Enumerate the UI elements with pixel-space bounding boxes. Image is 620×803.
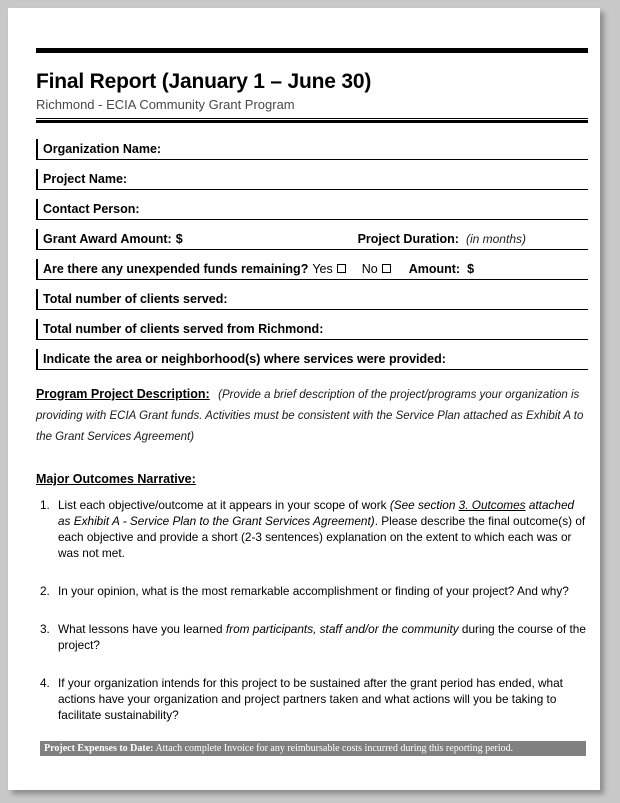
- project-duration-group: [358, 232, 588, 246]
- header-bottom-rule: [36, 118, 588, 123]
- major-outcomes-heading: Major Outcomes Narrative:: [36, 472, 196, 487]
- amount-currency: $: [467, 261, 475, 276]
- item-text: [58, 622, 588, 654]
- item-text: [58, 584, 588, 600]
- field-service-area[interactable]: [36, 349, 588, 370]
- field-label: Indicate the area or neighborhood(s) where services were provided:: [43, 351, 446, 366]
- item-text-part1: If your organization intends for this project to be sustained after the grant period has ended, what actions have your organization and project partners taken and what actions will you be taking to facilitate sustainability?: [58, 675, 563, 722]
- field-label: Total number of clients served from Richmond:: [43, 321, 324, 336]
- field-label: Contact Person:: [43, 201, 140, 216]
- item-text: [58, 498, 588, 562]
- form-fields: [36, 139, 588, 370]
- narrative-question-list: [36, 498, 588, 723]
- item-text-part1: What lessons have you learned: [58, 622, 226, 637]
- field-organization-name[interactable]: [36, 139, 588, 160]
- document-page: [8, 8, 600, 790]
- field-grant-award-amount[interactable]: [36, 229, 588, 250]
- header-rule-thick: [36, 120, 588, 123]
- yes-checkbox[interactable]: [337, 264, 346, 273]
- item-text: [58, 676, 588, 724]
- item-number: 2.: [40, 584, 50, 599]
- header-top-rule: [36, 48, 588, 53]
- item-number: 4.: [40, 675, 50, 690]
- item-text-italic-underline: 3. Outcomes: [458, 498, 526, 513]
- item-text-part1: In your opinion, what is the most remarkable accomplishment or finding of your project? And why?: [58, 584, 569, 599]
- list-item: [36, 676, 588, 724]
- project-expenses-bar: [40, 741, 586, 756]
- list-item: [36, 584, 588, 600]
- field-label: Project Name:: [43, 171, 128, 186]
- list-item: [36, 498, 588, 562]
- description-body: (Provide a brief description of the project/programs your organization is providing with ECIA Grant funds. Activities must be consistent with the Service Plan attached as Exhibit A to the Grant Services Agreement): [36, 388, 584, 444]
- page-content: [36, 8, 588, 746]
- yes-label: Yes: [312, 261, 333, 276]
- page-title: Final Report (January 1 – June 30): [36, 70, 372, 93]
- program-project-description: [36, 383, 588, 447]
- item-text-part1: List each objective/outcome at it appears in your scope of work: [58, 498, 390, 513]
- field-project-name[interactable]: [36, 169, 588, 190]
- item-text-italic1: (See section: [389, 498, 459, 513]
- no-checkbox[interactable]: [382, 264, 391, 273]
- item-text-part2: during the course of the project?: [58, 622, 586, 653]
- field-label: Organization Name:: [43, 141, 162, 156]
- field-unexpended-funds[interactable]: [36, 259, 588, 280]
- item-text-part2: . Please describe the final outcome(s) of each objective and provide a short (2-3 sentences) explanation on the extent to which each was or was not met.: [58, 514, 586, 561]
- project-duration-hint: (in months): [465, 231, 526, 246]
- page-subtitle: Richmond - ECIA Community Grant Program: [36, 97, 295, 113]
- expenses-text: Attach complete Invoice for any reimbursable costs incurred during this reporting period.: [153, 743, 514, 754]
- field-contact-person[interactable]: [36, 199, 588, 220]
- list-item: [36, 622, 588, 654]
- grant-award-currency: $: [175, 231, 183, 246]
- item-number: 3.: [40, 622, 50, 637]
- description-heading: Program Project Description:: [36, 386, 210, 401]
- project-duration-label: Project Duration:: [357, 231, 459, 246]
- amount-label: Amount:: [408, 261, 461, 276]
- field-label: Total number of clients served:: [43, 291, 228, 306]
- field-total-clients-served[interactable]: [36, 289, 588, 310]
- field-total-clients-richmond[interactable]: [36, 319, 588, 340]
- item-text-italic1: from participants, staff and/or the community: [225, 622, 459, 637]
- expenses-label: Project Expenses to Date:: [44, 743, 154, 754]
- item-number: 1.: [40, 498, 50, 513]
- no-label: No: [361, 261, 378, 276]
- grant-award-label: Grant Award Amount:: [43, 231, 172, 246]
- header-rule-thin: [36, 118, 588, 119]
- unexpended-question: Are there any unexpended funds remaining?: [43, 261, 309, 276]
- item-text-italic2: attached as Exhibit A - Service Plan to the Grant Services Agreement): [58, 498, 575, 529]
